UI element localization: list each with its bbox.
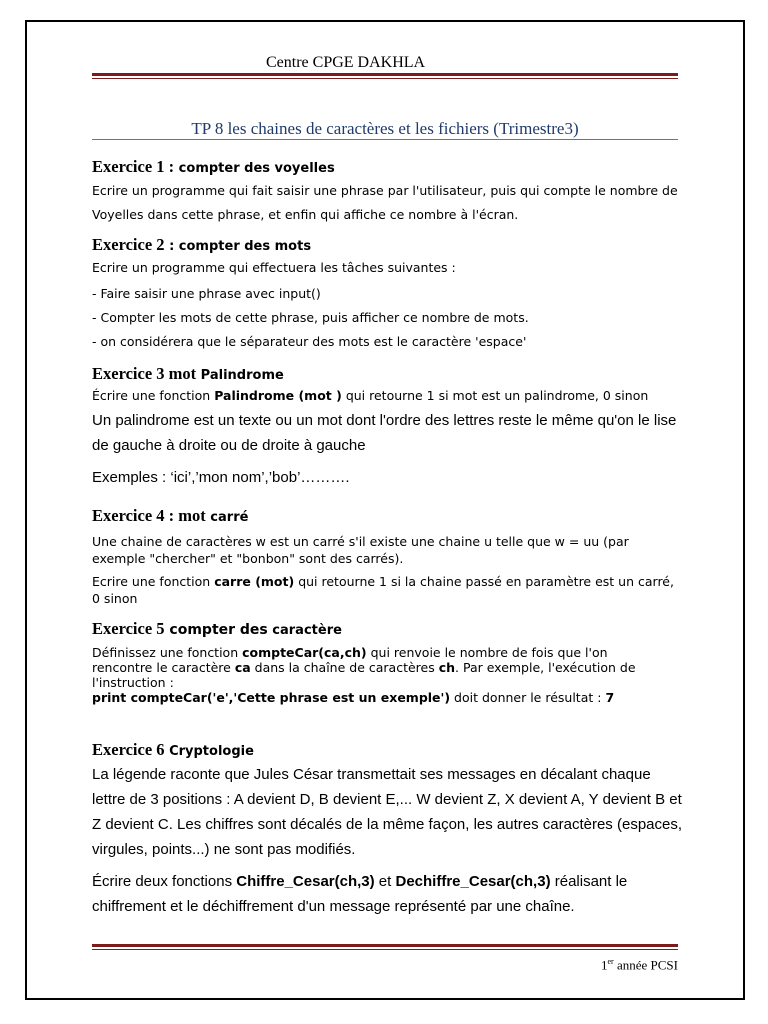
exercise-3-line-1: Écrire une fonction Palindrome (mot ) qui retourne 1 si mot est un palindrome, 0 sinon	[92, 388, 649, 403]
exercise-5-line-2: rencontre le caractère ca dans la chaîne de caractères ch. Par exemple, l'exécution de	[92, 660, 636, 675]
exercise-2-line-3: - Compter les mots de cette phrase, puis afficher ce nombre de mots.	[92, 310, 529, 325]
exercise-2-line-2: - Faire saisir une phrase avec input()	[92, 286, 321, 301]
exercise-5-line-3: l'instruction :	[92, 675, 174, 690]
exercise-4-line-2: Ecrire une fonction carre (mot) qui retourne 1 si la chaine passé en paramètre est un carré, 0 sinon	[92, 574, 674, 606]
exercise-2	[92, 235, 682, 354]
tp-title: TP 8 les chaines de caractères et les fichiers (Trimestre3)	[191, 119, 579, 138]
exercise-1	[92, 157, 682, 227]
exercise-3-paragraph: Un palindrome est un texte ou un mot dont l'ordre des lettres reste le même qu'on le lise de gauche à droite ou de droite à gauche	[92, 412, 677, 454]
exercise-6-paragraph-2: Écrire deux fonctions Chiffre_Cesar(ch,3) et Dechiffre_Cesar(ch,3) réalisant le chiffrement et le déchiffrement d'un message représenté par une chaîne.	[92, 873, 628, 915]
exercise-6-heading: Exercice 6 Cryptologie	[92, 740, 254, 759]
exercise-6	[92, 740, 682, 919]
exercise-5-line-1: Définissez une fonction compteCar(ca,ch) qui renvoie le nombre de fois que l'on	[92, 645, 608, 660]
footer-rule	[92, 944, 678, 950]
footer-label: 1er année PCSI	[601, 957, 678, 973]
header-center-name: Centre CPGE DAKHLA	[266, 54, 426, 71]
exercise-5-heading: Exercice 5 compter des caractère	[92, 619, 342, 638]
exercise-3-heading: Exercice 3 mot Palindrome	[92, 364, 284, 383]
exercise-4	[92, 506, 682, 607]
exercise-3-examples: Exemples : ‘ici’,’mon nom’,’bob’……….	[92, 469, 350, 486]
exercise-5	[92, 619, 682, 705]
exercise-1-line-1: Ecrire un programme qui fait saisir une phrase par l'utilisateur, puis qui compte le nombre de	[92, 183, 678, 198]
exercise-1-line-2: Voyelles dans cette phrase, et enfin qui affiche ce nombre à l'écran.	[92, 207, 519, 222]
exercise-6-paragraph-1: La légende raconte que Jules César transmettait ses messages en décalant chaque lettre de 3 positions : A devient D, B devient E,... W devient Z, X devient A, Y devient B et Z devient C. Les chiffres sont décalés de la même façon, les autres caractères (espaces, virgules, points...) ne sont pas modifiés.	[92, 766, 683, 858]
header-rule	[92, 73, 678, 79]
exercise-2-heading: Exercice 2 : compter des mots	[92, 235, 312, 254]
exercise-4-heading: Exercice 4 : mot carré	[92, 506, 249, 525]
tp-title-rule	[92, 139, 678, 140]
exercise-3	[92, 364, 682, 490]
exercise-2-line-1: Ecrire un programme qui effectuera les tâches suivantes :	[92, 260, 456, 275]
exercise-1-heading: Exercice 1 : compter des voyelles	[92, 157, 335, 176]
exercise-4-line-1: Une chaine de caractères w est un carré s'il existe une chaine u telle que w = uu (par exemple "chercher" et "bonbon" sont des carrés).	[92, 534, 629, 566]
exercise-2-line-4: - on considérera que le séparateur des mots est le caractère 'espace'	[92, 334, 527, 349]
exercise-5-line-4: print compteCar('e','Cette phrase est un exemple') doit donner le résultat : 7	[92, 690, 615, 705]
